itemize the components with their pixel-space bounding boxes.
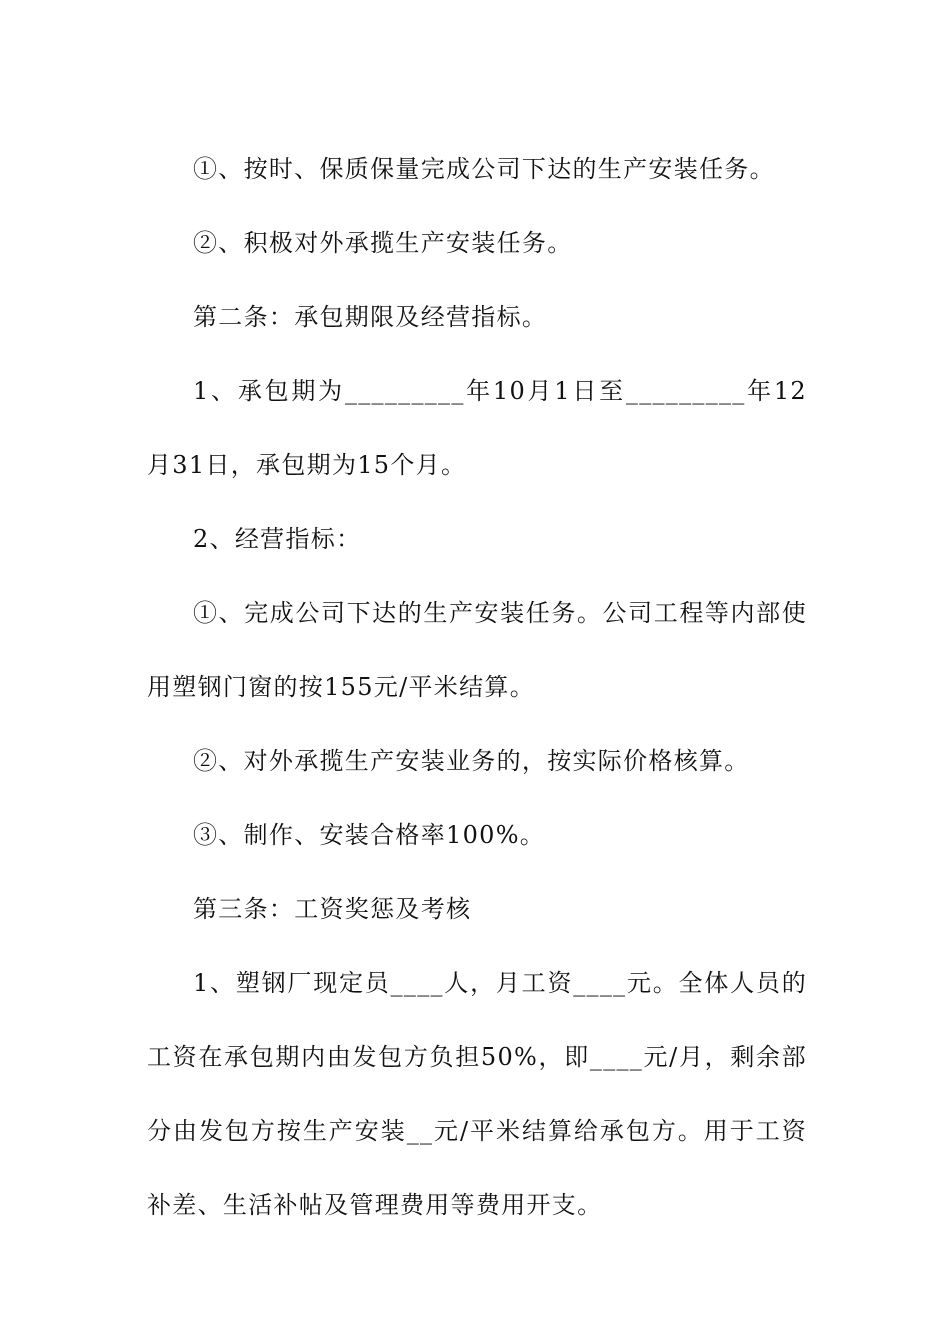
section-heading-article-3: 第三条：工资奖惩及考核 [193, 895, 472, 923]
paragraph-business-indicators: 2、经营指标： [193, 525, 362, 553]
paragraph-indicator-3: ③、制作、安装合格率100%。 [193, 821, 546, 849]
paragraph-indicator-2: ②、对外承揽生产安装业务的，按实际价格核算。 [193, 747, 750, 775]
paragraph-contract-period: 1、承包期为_________年10月1日至_________年12月31日，承包期为15个月。 [147, 377, 807, 479]
paragraph-indicator-1: ①、完成公司下达的生产安装任务。公司工程等内部使用塑钢门窗的按155元/平米结算。 [147, 599, 807, 701]
section-heading-article-2: 第二条：承包期限及经营指标。 [193, 303, 548, 331]
document-body [147, 132, 807, 1242]
paragraph-wages: 1、塑钢厂现定员____人，月工资____元。全体人员的工资在承包期内由发包方负担50%，即____元/月，剩余部分由发包方按生产安装__元/平米结算给承包方。用于工资补差、生活补帖及管理费用等费用开支。 [147, 969, 807, 1219]
paragraph-clause-1: ①、按时、保质保量完成公司下达的生产安装任务。 [193, 155, 775, 183]
paragraph-clause-2: ②、积极对外承揽生产安装任务。 [193, 229, 573, 257]
